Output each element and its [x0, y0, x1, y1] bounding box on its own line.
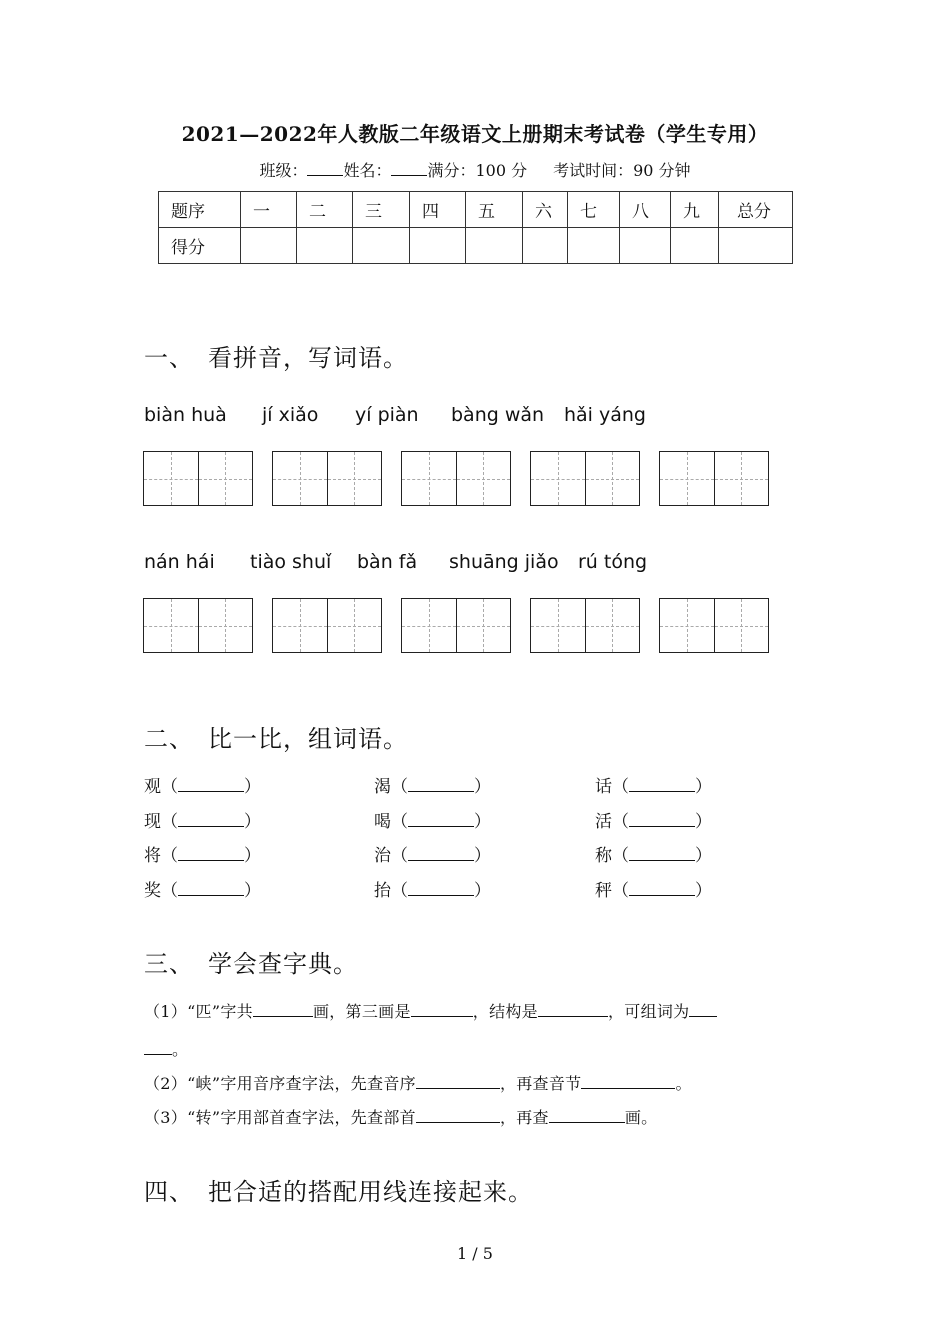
section-2-heading	[144, 719, 408, 754]
tianzige-box[interactable]	[143, 598, 253, 653]
score-header-cell: 总分	[719, 192, 793, 228]
compare-item: 奖（ ）	[144, 881, 261, 901]
answer-blank[interactable]	[408, 777, 474, 792]
score-cell[interactable]	[671, 228, 719, 264]
tianzige-box[interactable]	[530, 598, 640, 653]
exam-time: 考试时间：90 分钟	[553, 161, 691, 180]
pinyin-label: biàn huà	[144, 404, 227, 426]
answer-blank[interactable]	[178, 812, 244, 827]
score-row-label: 得分	[159, 228, 241, 264]
answer-blank[interactable]	[538, 1002, 608, 1017]
dictionary-question-2: （2）“峡”字用音序查字法，先查音序 ，再查音节 。	[144, 1074, 692, 1093]
pinyin-label: jí xiǎo	[262, 404, 319, 426]
score-cell[interactable]	[241, 228, 297, 264]
score-header-cell: 四	[410, 192, 466, 228]
score-cell[interactable]	[568, 228, 620, 264]
answer-blank[interactable]	[178, 881, 244, 896]
dictionary-question-1-cont: 。	[144, 1037, 188, 1060]
answer-blank[interactable]	[416, 1108, 500, 1123]
compare-item: 秤（ ）	[595, 881, 712, 901]
compare-item: 活（ ）	[595, 812, 712, 832]
score-header-cell: 二	[297, 192, 353, 228]
dictionary-question-1: （1）“匹”字共 画，第三画是 ，结构是 ，可组词为	[144, 999, 717, 1022]
score-header-cell: 七	[568, 192, 620, 228]
tianzige-box[interactable]	[272, 598, 382, 653]
section-title: 看拼音，写词语。	[208, 344, 408, 372]
score-cell[interactable]	[466, 228, 523, 264]
score-header-cell: 八	[620, 192, 671, 228]
dictionary-question-3: （3）“转”字用部首查字法，先查部首 ，再查 画。	[144, 1108, 658, 1127]
section-title: 比一比，组词语。	[208, 725, 408, 753]
pinyin-label: hǎi yáng	[564, 404, 646, 426]
answer-blank[interactable]	[253, 1002, 313, 1017]
answer-blank[interactable]	[581, 1074, 675, 1089]
score-table-score-row	[159, 228, 793, 264]
pinyin-label: rú tóng	[578, 551, 648, 573]
page-number: 1 / 5	[457, 1244, 493, 1263]
answer-blank[interactable]	[629, 812, 695, 827]
answer-blank[interactable]	[408, 846, 474, 861]
answer-blank[interactable]	[629, 777, 695, 792]
compare-item: 抬（ ）	[374, 881, 491, 901]
score-header-cell: 题序	[159, 192, 241, 228]
compare-item: 渴（ ）	[374, 777, 491, 797]
section-title: 学会查字典。	[208, 950, 358, 978]
pinyin-label: bàn fǎ	[357, 551, 418, 573]
answer-blank[interactable]	[689, 1002, 717, 1017]
name-label: 姓名：	[343, 161, 392, 180]
section-number: 二、	[144, 725, 194, 753]
section-3-heading	[144, 944, 358, 979]
score-table-header-row	[159, 192, 793, 228]
compare-item: 治（ ）	[374, 846, 491, 866]
tianzige-box[interactable]	[143, 451, 253, 506]
score-header-cell: 五	[466, 192, 523, 228]
answer-blank[interactable]	[408, 812, 474, 827]
tianzige-box[interactable]	[659, 451, 769, 506]
section-4-heading	[144, 1172, 533, 1207]
class-blank[interactable]	[307, 161, 343, 176]
answer-blank[interactable]	[178, 777, 244, 792]
answer-blank[interactable]	[144, 1040, 172, 1055]
tianzige-box[interactable]	[401, 451, 511, 506]
answer-blank[interactable]	[629, 846, 695, 861]
class-label: 班级：	[259, 161, 308, 180]
score-cell[interactable]	[719, 228, 793, 264]
exam-info	[0, 158, 950, 181]
tianzige-box[interactable]	[659, 598, 769, 653]
full-score: 满分：100 分	[427, 161, 528, 180]
compare-item: 将（ ）	[144, 846, 261, 866]
answer-blank[interactable]	[629, 881, 695, 896]
score-header-cell: 九	[671, 192, 719, 228]
tianzige-box[interactable]	[530, 451, 640, 506]
name-blank[interactable]	[391, 161, 427, 176]
section-number: 三、	[144, 950, 194, 978]
pinyin-label: nán hái	[144, 551, 215, 573]
section-title: 把合适的搭配用线连接起来。	[208, 1178, 533, 1206]
pinyin-label: tiào shuǐ	[250, 551, 332, 573]
pinyin-label: bàng wǎn	[451, 404, 545, 426]
answer-blank[interactable]	[411, 1002, 473, 1017]
section-number: 一、	[144, 344, 194, 372]
section-number: 四、	[144, 1178, 194, 1206]
pinyin-label: yí piàn	[355, 404, 419, 426]
compare-item: 话（ ）	[595, 777, 712, 797]
score-cell[interactable]	[620, 228, 671, 264]
score-header-cell: 一	[241, 192, 297, 228]
pinyin-label: shuāng jiǎo	[449, 551, 559, 573]
answer-blank[interactable]	[549, 1108, 625, 1123]
compare-item: 称（ ）	[595, 846, 712, 866]
tianzige-box[interactable]	[272, 451, 382, 506]
score-cell[interactable]	[523, 228, 568, 264]
page-title: 2021—2022年人教版二年级语文上册期末考试卷（学生专用）	[181, 122, 769, 146]
score-cell[interactable]	[353, 228, 410, 264]
score-header-cell: 六	[523, 192, 568, 228]
answer-blank[interactable]	[178, 846, 244, 861]
score-table	[158, 191, 793, 264]
compare-item: 现（ ）	[144, 812, 261, 832]
compare-item: 观（ ）	[144, 777, 261, 797]
answer-blank[interactable]	[416, 1074, 500, 1089]
section-1-heading	[144, 338, 408, 373]
score-cell[interactable]	[297, 228, 353, 264]
score-cell[interactable]	[410, 228, 466, 264]
compare-item: 喝（ ）	[374, 812, 491, 832]
score-header-cell: 三	[353, 192, 410, 228]
tianzige-box[interactable]	[401, 598, 511, 653]
answer-blank[interactable]	[408, 881, 474, 896]
